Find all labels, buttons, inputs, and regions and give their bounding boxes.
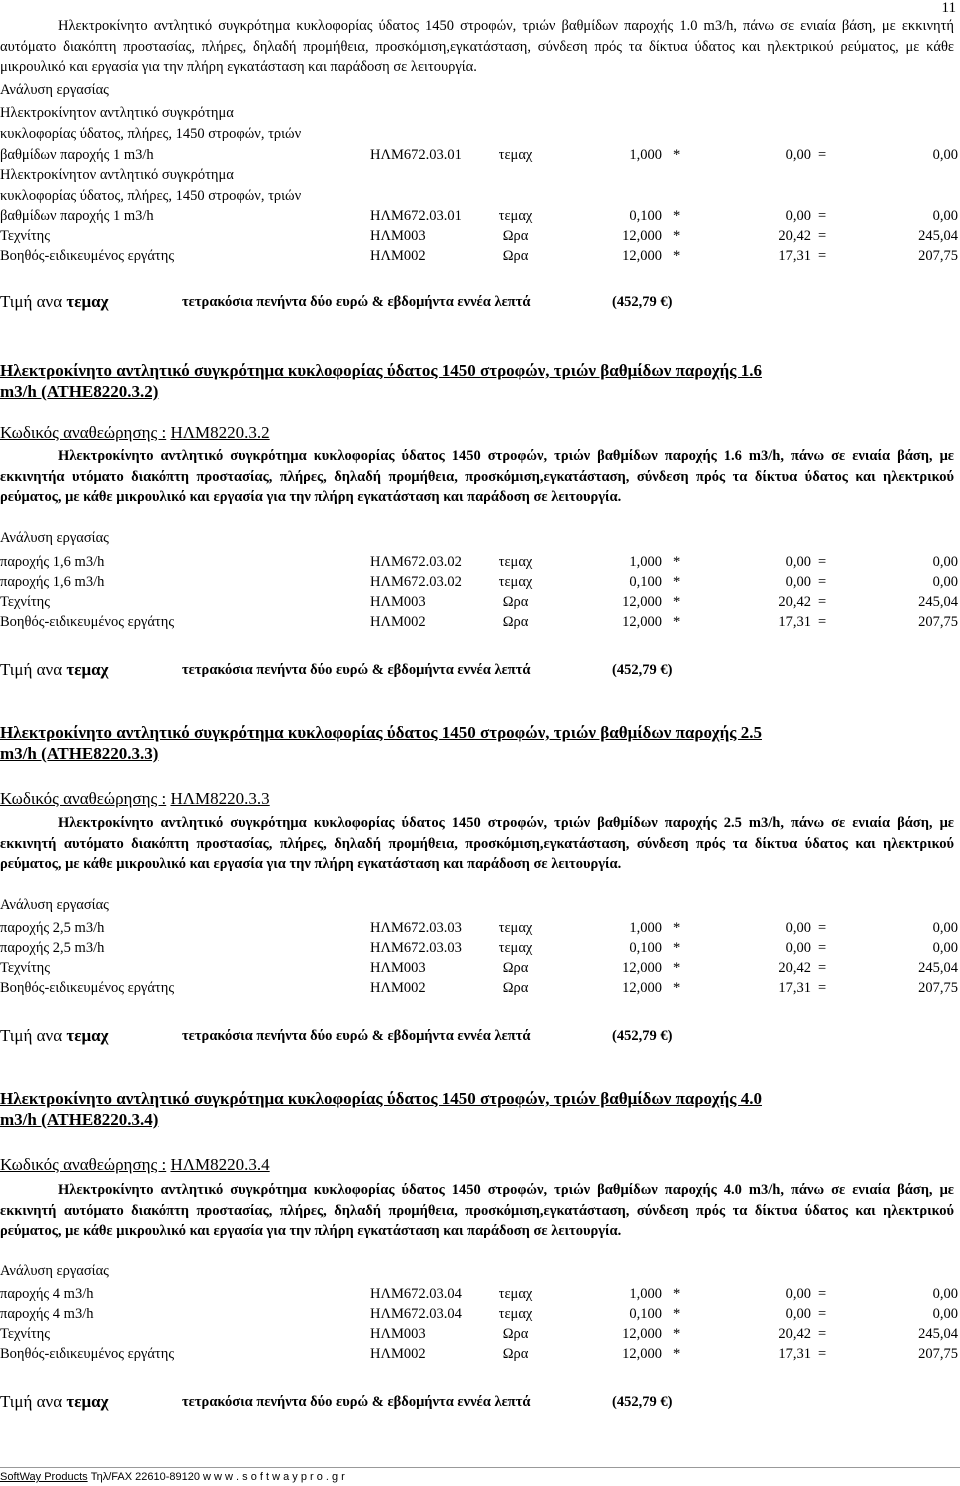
row-code: ΗΛΜ672.03.02: [370, 554, 462, 570]
table-row: [0, 1284, 958, 1304]
row-code: ΗΛΜ672.03.01: [370, 208, 462, 224]
row-desc: παροχής 4 m3/h: [0, 1306, 94, 1322]
page-number: 11: [941, 0, 956, 16]
row-unit: Ωρα: [502, 960, 529, 976]
row-price: 0,00: [785, 920, 811, 936]
price-in-words: τετρακόσια πενήντα δύο ευρώ & εβδομήντα εννέα λεπτά: [182, 294, 531, 310]
row-desc: παροχής 2,5 m3/h: [0, 940, 105, 956]
row-desc: Τεχνίτης: [0, 594, 50, 610]
row-qty: 1,000: [629, 920, 662, 936]
table-row: [0, 1304, 958, 1324]
row-total: 0,00: [932, 1306, 958, 1322]
row-multiply: *: [673, 920, 681, 936]
revision-value: ΗΛΜ8220.3.2: [170, 423, 270, 442]
page-footer: [0, 1471, 345, 1483]
row-code: ΗΛΜ672.03.04: [370, 1286, 462, 1302]
row-multiply: *: [673, 1286, 681, 1302]
row-unit: τεμαχ: [498, 1286, 533, 1302]
row-multiply: *: [673, 980, 681, 996]
row-equals: =: [818, 228, 827, 244]
row-qty: 0,100: [629, 1306, 662, 1322]
row-price: 0,00: [785, 940, 811, 956]
row-price: 0,00: [785, 574, 811, 590]
row-equals: =: [818, 1326, 827, 1342]
row-price: 17,31: [778, 248, 811, 264]
table-row: [0, 612, 958, 632]
section-heading-line: m3/h (ΑΤΗΕ8220.3.2): [0, 382, 159, 401]
row-qty: 12,000: [622, 614, 662, 630]
row-unit: τεμαχ: [498, 940, 533, 956]
intro-text: Ηλεκτροκίνητο αντλητικό συγκρότημα κυκλοφορίας ύδατος 1450 στροφών, τριών βαθμίδων παροχής 1.0 m3/h, πάνω σε ενιαία βάση, με εκκινητή αυτόματο διακόπτη προστασίας, πλήρες, δηλαδή προμήθεια, προσκόμιση,εγκατάσταση, σύνδεση πρός τα δίκτυα ύδατος και ηλεκτρικού ρεύματος, με κάθε μικρουλικό και εργασία για την πλήρη εγκατάσταση και παράδοση σε λειτουργία.: [0, 18, 954, 75]
footer-contact: Τηλ/FAX 22610-89120: [90, 1471, 200, 1483]
row-equals: =: [818, 614, 827, 630]
row-total: 245,04: [918, 594, 958, 610]
unit-price-label: [0, 660, 108, 680]
unit-price-label: [0, 1026, 108, 1046]
revision-label: Κωδικός αναθεώρησης :: [0, 1155, 167, 1174]
table-row: [0, 246, 958, 266]
row-desc-line: κυκλοφορίας ύδατος, πλήρες, 1450 στροφών, τριών: [0, 126, 302, 142]
row-multiply: *: [673, 960, 681, 976]
price-in-words: τετρακόσια πενήντα δύο ευρώ & εβδομήντα εννέα λεπτά: [182, 1028, 531, 1044]
row-equals: =: [818, 920, 827, 936]
row-price: 0,00: [785, 1286, 811, 1302]
unit-price-line: [0, 292, 954, 316]
row-code: ΗΛΜ002: [370, 248, 426, 264]
row-qty: 12,000: [622, 980, 662, 996]
row-qty: 12,000: [622, 594, 662, 610]
price-amount: (452,79 €): [612, 1394, 673, 1410]
row-desc-line: κυκλοφορίας ύδατος, πλήρες, 1450 στροφών, τριών: [0, 188, 302, 204]
table-row: [0, 552, 958, 572]
row-multiply: *: [673, 554, 681, 570]
footer-divider: [0, 1467, 960, 1468]
row-code: ΗΛΜ003: [370, 594, 426, 610]
section-heading-line: m3/h (ΑΤΗΕ8220.3.3): [0, 744, 159, 763]
table-row: [0, 592, 958, 612]
table-row: [0, 572, 958, 592]
row-equals: =: [818, 980, 827, 996]
row-total: 207,75: [918, 1346, 958, 1362]
row-desc: Τεχνίτης: [0, 960, 50, 976]
intro-paragraph: [0, 16, 954, 78]
footer-company: SoftWay Products: [0, 1471, 88, 1483]
row-total: 0,00: [932, 147, 958, 163]
row-price: 0,00: [785, 147, 811, 163]
row-total: 0,00: [932, 940, 958, 956]
row-equals: =: [818, 554, 827, 570]
price-unit: τεμαχ: [66, 1392, 109, 1411]
analysis-label: Ανάλυση εργασίας: [0, 897, 109, 913]
unit-price-line: [0, 660, 954, 684]
row-code: ΗΛΜ002: [370, 980, 426, 996]
row-code: ΗΛΜ002: [370, 1346, 426, 1362]
row-unit: Ωρα: [502, 614, 529, 630]
revision-code: [0, 1155, 270, 1175]
row-total: 207,75: [918, 980, 958, 996]
table-row: [0, 978, 958, 998]
price-amount: (452,79 €): [612, 294, 673, 310]
price-label-text: Τιμή ανα: [0, 1392, 63, 1411]
revision-code: [0, 423, 270, 443]
row-unit: τεμαχ: [498, 554, 533, 570]
item-description: [0, 1180, 954, 1242]
row-qty: 1,000: [629, 1286, 662, 1302]
row-total: 207,75: [918, 248, 958, 264]
row-code: ΗΛΜ003: [370, 1326, 426, 1342]
table-row: [0, 918, 958, 938]
row-price: 20,42: [778, 960, 811, 976]
revision-value: ΗΛΜ8220.3.4: [170, 1155, 270, 1174]
row-total: 245,04: [918, 960, 958, 976]
row-multiply: *: [673, 614, 681, 630]
row-total: 0,00: [932, 1286, 958, 1302]
row-unit: Ωρα: [502, 594, 529, 610]
row-code: ΗΛΜ003: [370, 960, 426, 976]
row-price: 20,42: [778, 1326, 811, 1342]
row-qty: 1,000: [629, 554, 662, 570]
row-code: ΗΛΜ672.03.03: [370, 920, 462, 936]
row-multiply: *: [673, 228, 681, 244]
row-equals: =: [818, 960, 827, 976]
row-multiply: *: [673, 1346, 681, 1362]
row-total: 0,00: [932, 554, 958, 570]
row-price: 0,00: [785, 554, 811, 570]
price-unit: τεμαχ: [66, 292, 109, 311]
row-multiply: *: [673, 940, 681, 956]
analysis-label: Ανάλυση εργασίας: [0, 1263, 109, 1279]
row-desc: Βοηθός-ειδικευμένος εργάτης: [0, 980, 175, 996]
footer-website[interactable]: w w w . s o f t w a y p r o . g r: [203, 1471, 345, 1483]
row-unit: τεμαχ: [498, 147, 533, 163]
revision-label: Κωδικός αναθεώρησης :: [0, 789, 167, 808]
row-qty: 12,000: [622, 960, 662, 976]
row-qty: 1,000: [629, 147, 662, 163]
row-desc: βαθμίδων παροχής 1 m3/h: [0, 208, 154, 224]
row-unit: Ωρα: [502, 980, 529, 996]
revision-code: [0, 789, 270, 809]
row-equals: =: [818, 1286, 827, 1302]
row-price: 0,00: [785, 1306, 811, 1322]
row-qty: 12,000: [622, 248, 662, 264]
row-unit: τεμαχ: [498, 920, 533, 936]
row-equals: =: [818, 940, 827, 956]
row-total: 207,75: [918, 614, 958, 630]
price-unit: τεμαχ: [66, 660, 109, 679]
row-equals: =: [818, 1306, 827, 1322]
row-desc: Βοηθός-ειδικευμένος εργάτης: [0, 1346, 175, 1362]
table-row: [0, 1344, 958, 1364]
row-price: 17,31: [778, 614, 811, 630]
row-qty: 0,100: [629, 574, 662, 590]
row-desc: Βοηθός-ειδικευμένος εργάτης: [0, 248, 175, 264]
row-desc-line: Ηλεκτροκίνητον αντλητικό συγκρότημα: [0, 167, 234, 183]
row-code: ΗΛΜ672.03.03: [370, 940, 462, 956]
section-heading-line: Ηλεκτροκίνητο αντλητικό συγκρότημα κυκλοφορίας ύδατος 1450 στροφών, τριών βαθμίδων παροχής 2.5: [0, 723, 762, 742]
row-code: ΗΛΜ672.03.01: [370, 147, 462, 163]
row-code: ΗΛΜ672.03.02: [370, 574, 462, 590]
row-unit: Ωρα: [502, 1326, 529, 1342]
row-price: 20,42: [778, 594, 811, 610]
row-total: 0,00: [932, 208, 958, 224]
row-multiply: *: [673, 574, 681, 590]
row-multiply: *: [673, 594, 681, 610]
price-amount: (452,79 €): [612, 662, 673, 678]
price-label-text: Τιμή ανα: [0, 1026, 63, 1045]
item-description-text: Ηλεκτροκίνητο αντλητικό συγκρότημα κυκλοφορίας ύδατος 1450 στροφών, τριών βαθμίδων παροχής 4.0 m3/h, πάνω σε ενιαία βάση, με εκκινητή αυτόματο διακόπτη προστασίας, πλήρες, δηλαδή προμήθεια, προσκόμιση,εγκατάσταση, σύνδεση πρός τα δίκτυα ύδατος και ηλεκτρικού ρεύματος, με κάθε μικρουλικό και εργασία για την πλήρη εγκατάσταση και παράδοση σε λειτουργία.: [0, 1182, 954, 1239]
revision-label: Κωδικός αναθεώρησης :: [0, 423, 167, 442]
row-price: 0,00: [785, 208, 811, 224]
row-unit: Ωρα: [502, 1346, 529, 1362]
row-multiply: *: [673, 1326, 681, 1342]
unit-price-label: [0, 1392, 108, 1412]
section-heading-line: Ηλεκτροκίνητο αντλητικό συγκρότημα κυκλοφορίας ύδατος 1450 στροφών, τριών βαθμίδων παροχής 4.0: [0, 1089, 762, 1108]
item-description: [0, 446, 954, 508]
row-price: 17,31: [778, 1346, 811, 1362]
table-row: [0, 145, 958, 165]
revision-value: ΗΛΜ8220.3.3: [170, 789, 270, 808]
row-multiply: *: [673, 248, 681, 264]
row-multiply: *: [673, 208, 681, 224]
row-desc: παροχής 1,6 m3/h: [0, 574, 105, 590]
row-desc: Βοηθός-ειδικευμένος εργάτης: [0, 614, 175, 630]
item-description: [0, 813, 954, 875]
row-desc: παροχής 1,6 m3/h: [0, 554, 105, 570]
row-price: 20,42: [778, 228, 811, 244]
row-equals: =: [818, 147, 827, 163]
row-unit: τεμαχ: [498, 574, 533, 590]
analysis-label: Ανάλυση εργασίας: [0, 530, 109, 546]
row-unit: τεμαχ: [498, 208, 533, 224]
table-row: [0, 206, 958, 226]
unit-price-line: [0, 1392, 954, 1416]
price-amount: (452,79 €): [612, 1028, 673, 1044]
row-equals: =: [818, 1346, 827, 1362]
row-price: 17,31: [778, 980, 811, 996]
row-qty: 12,000: [622, 228, 662, 244]
row-total: 0,00: [932, 574, 958, 590]
row-qty: 0,100: [629, 208, 662, 224]
row-qty: 12,000: [622, 1326, 662, 1342]
row-equals: =: [818, 208, 827, 224]
row-code: ΗΛΜ003: [370, 228, 426, 244]
row-desc: παροχής 4 m3/h: [0, 1286, 94, 1302]
row-desc: Τεχνίτης: [0, 228, 50, 244]
row-qty: 12,000: [622, 1346, 662, 1362]
row-equals: =: [818, 594, 827, 610]
row-unit: τεμαχ: [498, 1306, 533, 1322]
price-in-words: τετρακόσια πενήντα δύο ευρώ & εβδομήντα εννέα λεπτά: [182, 1394, 531, 1410]
unit-price-line: [0, 1026, 954, 1050]
row-desc-line: Ηλεκτροκίνητον αντλητικό συγκρότημα: [0, 105, 234, 121]
row-equals: =: [818, 574, 827, 590]
row-equals: =: [818, 248, 827, 264]
section-heading: [0, 1088, 954, 1130]
row-total: 0,00: [932, 920, 958, 936]
row-desc: Τεχνίτης: [0, 1326, 50, 1342]
price-unit: τεμαχ: [66, 1026, 109, 1045]
item-description-text: Ηλεκτροκίνητο αντλητικό συγκρότημα κυκλοφορίας ύδατος 1450 στροφών, τριών βαθμίδων παροχής 2.5 m3/h, πάνω σε ενιαία βάση, με εκκινητή αυτόματο διακόπτη προστασίας, πλήρες, δηλαδή προμήθεια, προσκόμιση,εγκατάσταση, σύνδεση πρός τα δίκτυα ύδατος και ηλεκτρικού ρεύματος, με κάθε μικρουλικό και εργασία για την πλήρη εγκατάσταση και παράδοση σε λειτουργία.: [0, 815, 954, 872]
unit-price-label: [0, 292, 108, 312]
row-desc: παροχής 2,5 m3/h: [0, 920, 105, 936]
row-total: 245,04: [918, 1326, 958, 1342]
row-code: ΗΛΜ002: [370, 614, 426, 630]
table-row: [0, 226, 958, 246]
analysis-label: Ανάλυση εργασίας: [0, 82, 109, 98]
row-total: 245,04: [918, 228, 958, 244]
section-heading: [0, 722, 954, 764]
row-code: ΗΛΜ672.03.04: [370, 1306, 462, 1322]
price-in-words: τετρακόσια πενήντα δύο ευρώ & εβδομήντα εννέα λεπτά: [182, 662, 531, 678]
table-row: [0, 958, 958, 978]
row-qty: 0,100: [629, 940, 662, 956]
section-heading-line: Ηλεκτροκίνητο αντλητικό συγκρότημα κυκλοφορίας ύδατος 1450 στροφών, τριών βαθμίδων παροχής 1.6: [0, 361, 762, 380]
item-description-text: Ηλεκτροκίνητο αντλητικό συγκρότημα κυκλοφορίας ύδατος 1450 στροφών, τριών βαθμίδων παροχής 1.6 m3/h, πάνω σε ενιαία βάση, με εκκινητήα υτόματο διακόπτη προστασίας, πλήρες, δηλαδή προμήθεια, προσκόμιση,εγκατάσταση, σύνδεση πρός τα δίκτυα ύδατος και ηλεκτρικού ρεύματος, με κάθε μικρουλικό και εργασία για την πλήρη εγκατάσταση και παράδοση σε λειτουργία.: [0, 448, 954, 505]
row-multiply: *: [673, 147, 681, 163]
table-row: [0, 1324, 958, 1344]
row-desc: βαθμίδων παροχής 1 m3/h: [0, 147, 154, 163]
row-multiply: *: [673, 1306, 681, 1322]
row-unit: Ωρα: [502, 228, 529, 244]
price-label-text: Τιμή ανα: [0, 660, 63, 679]
section-heading: [0, 360, 954, 402]
section-heading-line: m3/h (ΑΤΗΕ8220.3.4): [0, 1110, 159, 1129]
price-label-text: Τιμή ανα: [0, 292, 63, 311]
row-unit: Ωρα: [502, 248, 529, 264]
table-row: [0, 938, 958, 958]
